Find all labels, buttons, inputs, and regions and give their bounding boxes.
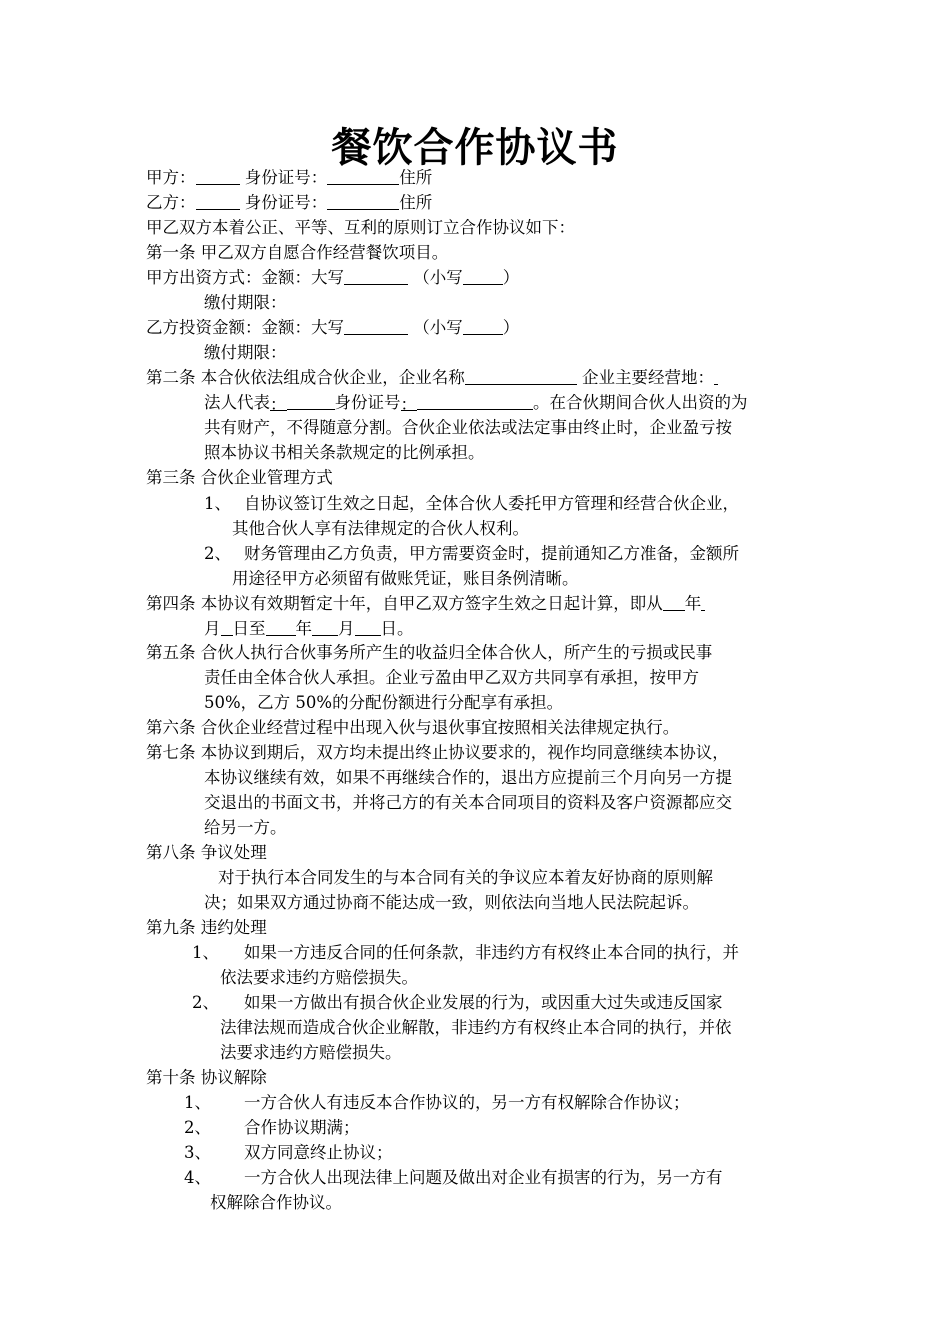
article5-line1: 第五条 合伙人执行合伙事务所产生的收益归全体合伙人，所产生的亏损或民事: [146, 643, 713, 662]
start-month-blank[interactable]: [701, 593, 705, 611]
party-b-line: [146, 191, 432, 215]
month-label: 月: [204, 619, 221, 638]
small-open: （小写: [413, 318, 463, 337]
party-b-investment-label: 乙方投资金额：金额：大写: [146, 318, 344, 337]
party-b-amount-lower-blank[interactable]: [463, 317, 503, 335]
article10-item4-line2: 权解除合作协议。: [210, 1193, 342, 1212]
article9-item2-line2: 法律法规而造成合伙企业解散，非违约方有权终止本合同的执行，并依: [220, 1018, 732, 1037]
article10-item1-num: 1、: [184, 1093, 211, 1112]
article8-line1: 对于执行本合同发生的与本合同有关的争议应本着友好协商的原则解: [218, 868, 713, 887]
party-b-amount-upper-blank[interactable]: [344, 317, 408, 335]
article10-item4-num: 4、: [184, 1168, 211, 1187]
article6-line1: 第六条 合伙企业经营过程中出现入伙与退伙事宜按照相关法律规定执行。: [146, 718, 680, 737]
party-b-address-label: 住所: [399, 193, 433, 212]
day-end-label: 日。: [380, 619, 414, 638]
article3-item1-line2: 其他合伙人享有法律规定的合伙人权利。: [232, 519, 529, 538]
article2-line2: [204, 391, 748, 415]
article2-head: 第二条 本合伙依法组成合伙企业，企业名称: [146, 368, 465, 387]
party-a-investment-line: [146, 266, 519, 290]
legal-id-blank[interactable]: [417, 392, 533, 410]
end-month-blank[interactable]: [312, 618, 338, 636]
article2-line2-tail: 。在合伙期间合伙人出资的为: [533, 393, 748, 412]
article2-line1: [146, 366, 718, 390]
article8-head: 第八条 争议处理: [146, 843, 267, 862]
legal-rep-label: 法人代表: [204, 393, 270, 412]
start-day-blank[interactable]: [221, 618, 233, 636]
party-b-name-blank[interactable]: [196, 192, 240, 210]
article7-line1: 第七条 本协议到期后，双方均未提出终止协议要求的，视作均同意继续本协议，: [146, 743, 729, 762]
article10-item2: 合作协议期满；: [244, 1118, 360, 1137]
article10-item3: 双方同意终止协议；: [244, 1143, 393, 1162]
party-a-amount-lower-blank[interactable]: [463, 267, 503, 285]
article4-text: 第四条 本协议有效期暂定十年，自甲乙双方签字生效之日起计算，即从: [146, 594, 663, 613]
article1-line: 第一条 甲乙双方自愿合作经营餐饮项目。: [146, 243, 449, 262]
article9-item1-line1: 如果一方违反合同的任何条款，非违约方有权终止本合同的执行，并: [244, 943, 739, 962]
party-b-id-label: 身份证号：: [244, 193, 328, 212]
business-place-label: 企业主要经营地：: [582, 368, 714, 387]
end-day-blank[interactable]: [355, 618, 381, 636]
article4-line1: [146, 592, 705, 616]
article9-head: 第九条 违约处理: [146, 918, 267, 937]
small-open: （小写: [413, 268, 463, 287]
article2-line3: 共有财产，不得随意分割。合伙企业依法或法定事由终止时，企业盈亏按: [204, 418, 732, 437]
article10-item1: 一方合伙人有违反本合作协议的，另一方有权解除合作协议；: [244, 1093, 690, 1112]
article10-item4-line1: 一方合伙人出现法律上问题及做出对企业有损害的行为，另一方有: [244, 1168, 723, 1187]
legal-rep-blank[interactable]: [287, 392, 335, 410]
month-label: 月: [338, 619, 355, 638]
party-a-label: 甲方：: [146, 168, 196, 187]
article9-item2-num: 2、: [192, 993, 219, 1012]
year-label: 年: [295, 619, 312, 638]
article9-item2-line3: 法要求违约方赔偿损失。: [220, 1043, 402, 1062]
document-title: 餐饮合作协议书: [331, 125, 619, 171]
article3-item1-num: 1、: [204, 494, 231, 513]
article7-line4: 给另一方。: [204, 818, 287, 837]
party-a-name-blank[interactable]: [196, 167, 240, 185]
small-close: ）: [502, 318, 520, 337]
article7-line2: 本协议继续有效，如果不再继续合作的，退出方应提前三个月向另一方提: [204, 768, 732, 787]
party-a-id-blank[interactable]: [327, 167, 399, 185]
article3-head: 第三条 合伙企业管理方式: [146, 468, 333, 487]
article3-item2-num: 2、: [204, 544, 231, 563]
article3-item2-line1: 财务管理由乙方负责，甲方需要资金时，提前通知乙方准备，金额所: [244, 544, 739, 563]
article5-line3: 50%，乙方 50%的分配份额进行分配享有承担。: [204, 693, 564, 712]
business-place-blank[interactable]: [714, 367, 718, 385]
article10-head: 第十条 协议解除: [146, 1068, 267, 1087]
start-year-blank[interactable]: [663, 593, 685, 611]
intro-line: 甲乙双方本着公正、平等、互利的原则订立合作协议如下：: [146, 218, 575, 237]
party-a-id-label: 身份证号：: [244, 168, 328, 187]
article9-item1-line2: 依法要求违约方赔偿损失。: [220, 968, 418, 987]
party-b-investment-line: [146, 316, 519, 340]
article10-item2-num: 2、: [184, 1118, 211, 1137]
article3-item2-line2: 用途径甲方必须留有做账凭证，账目条例清晰。: [232, 569, 579, 588]
legal-id-label: 身份证号: [334, 393, 401, 412]
small-close: ）: [502, 268, 520, 287]
party-b-label: 乙方：: [146, 193, 196, 212]
article9-item2-line1: 如果一方做出有损合伙企业发展的行为，或因重大过失或违反国家: [244, 993, 723, 1012]
party-b-deadline: 缴付期限：: [204, 343, 287, 362]
day-to-label: 日至: [232, 619, 266, 638]
article10-item3-num: 3、: [184, 1143, 211, 1162]
party-a-line: [146, 166, 432, 190]
article5-line2: 责任由全体合伙人承担。企业亏盈由甲乙双方共同享有承担，按甲方: [204, 668, 699, 687]
legal-id-colon: ：: [400, 395, 417, 414]
article3-item1-line1: 自协议签订生效之日起，全体合伙人委托甲方管理和经营合伙企业，: [244, 494, 739, 513]
article8-line2: 决；如果双方通过协商不能达成一致，则依法向当地人民法院起诉。: [204, 893, 699, 912]
company-name-blank[interactable]: [465, 367, 577, 385]
article4-line2: [204, 617, 414, 641]
article2-line4: 照本协议书相关条款规定的比例承担。: [204, 443, 485, 462]
article9-item1-num: 1、: [192, 943, 219, 962]
party-a-investment-label: 甲方出资方式：金额：大写: [146, 268, 344, 287]
party-a-address-label: 住所: [399, 168, 433, 187]
party-a-amount-upper-blank[interactable]: [344, 267, 408, 285]
party-b-id-blank[interactable]: [327, 192, 399, 210]
article7-line3: 交退出的书面文书，并将己方的有关本合同项目的资料及客户资源都应交: [204, 793, 732, 812]
legal-rep-colon: ：: [270, 395, 287, 414]
party-a-deadline: 缴付期限：: [204, 293, 287, 312]
end-year-blank[interactable]: [266, 618, 296, 636]
year-label: 年: [684, 594, 702, 613]
